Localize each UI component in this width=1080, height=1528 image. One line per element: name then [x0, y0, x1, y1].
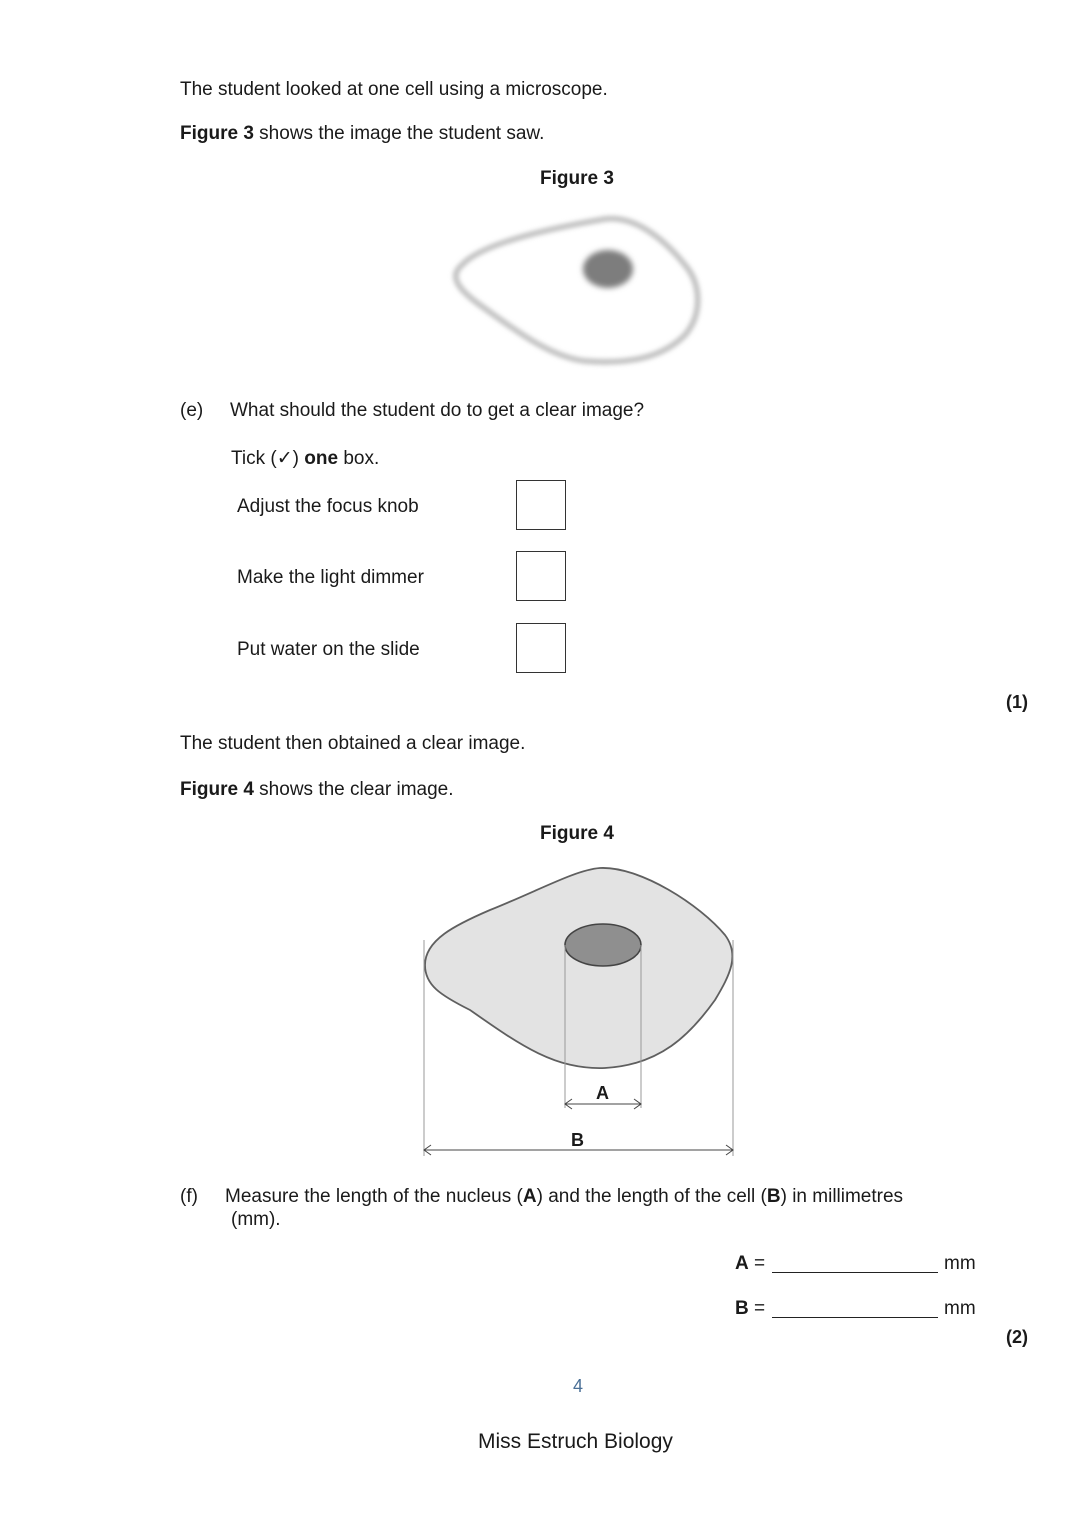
answer-b-unit: mm: [944, 1298, 976, 1319]
tick-pre: Tick (✓): [231, 448, 305, 469]
question-e-marks: (1): [1006, 692, 1028, 712]
tick-one: one: [304, 448, 339, 469]
question-f-b: B: [766, 1186, 781, 1207]
answer-b-line[interactable]: [772, 1317, 938, 1318]
answer-a-unit: mm: [944, 1253, 976, 1274]
nucleus: [565, 924, 641, 966]
footer-text: Miss Estruch Biology: [478, 1430, 673, 1453]
label-b: B: [571, 1130, 584, 1150]
intro-line-1: The student looked at one cell using a microscope.: [180, 79, 608, 100]
answer-b-label: [735, 1298, 765, 1320]
question-e-number: (e): [180, 400, 204, 421]
answer-a-line[interactable]: [772, 1272, 938, 1273]
question-e-text: What should the student do to get a clear image?: [230, 400, 645, 421]
middle-line-1: The student then obtained a clear image.: [180, 733, 526, 754]
tick-post: box.: [338, 448, 380, 469]
question-f-text-part1: Measure the length of the nucleus (: [225, 1186, 523, 1207]
figure-4-title: Figure 4: [540, 823, 614, 844]
option-label-focus-knob: Adjust the focus knob: [237, 496, 419, 517]
option-label-light-dimmer: Make the light dimmer: [237, 567, 424, 588]
question-f-text-part2: ) and the length of the cell (: [536, 1186, 767, 1207]
question-f-text: [225, 1186, 903, 1208]
answer-a-letter: A: [735, 1253, 749, 1274]
answer-b-equals: =: [748, 1298, 766, 1319]
figure-4-ref: Figure 4: [180, 779, 254, 800]
question-f-number: (f): [180, 1186, 198, 1207]
cell-outline: [425, 868, 732, 1068]
figure-3-title: Figure 3: [540, 168, 614, 189]
intro-line-2-rest: shows the image the student saw.: [253, 123, 545, 144]
question-f-marks: (2): [1006, 1327, 1028, 1347]
question-f-text-line2: (mm).: [231, 1209, 281, 1230]
figure-3-ref: Figure 3: [180, 123, 254, 144]
answer-b-letter: B: [735, 1298, 749, 1319]
middle-line-2-rest: shows the clear image.: [253, 779, 454, 800]
answer-a-label: [735, 1253, 765, 1275]
option-label-water-on-slide: Put water on the slide: [237, 639, 420, 660]
answer-a-equals: =: [748, 1253, 766, 1274]
question-f-text-part3: ) in millimetres: [780, 1186, 904, 1207]
page-number: 4: [573, 1376, 584, 1396]
label-a: A: [596, 1083, 609, 1103]
question-f-a: A: [522, 1186, 537, 1207]
